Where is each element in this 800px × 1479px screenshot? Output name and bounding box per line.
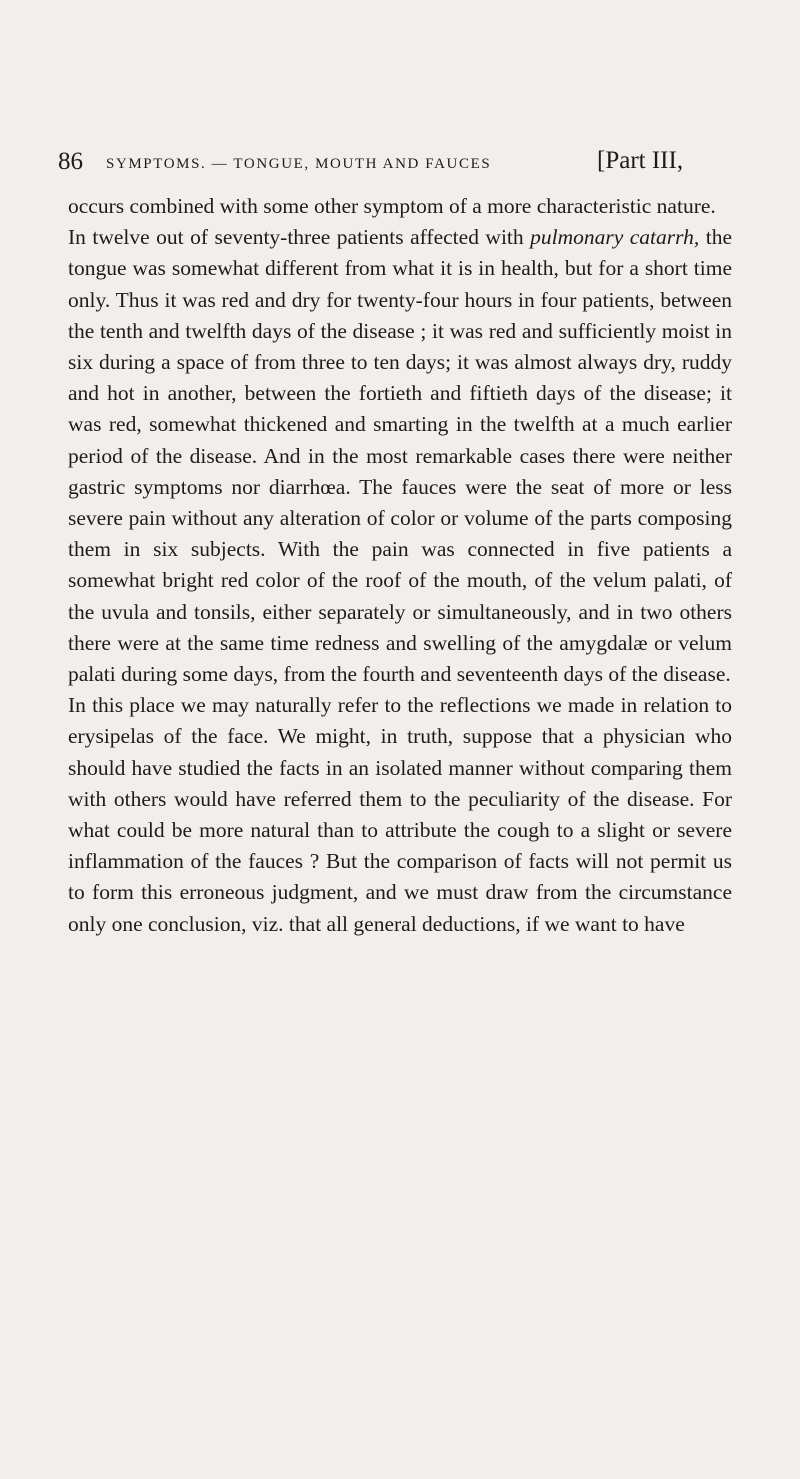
paragraph-text-rest: the tongue was somewhat different from what it is in health, but for a short time only. Thus it was red and dry for twenty-four hours in four patients, between the tenth and twelfth days of the disease ; it was red and sufficiently moist in six during a space of from three to ten days; it was almost always dry, ruddy and hot in another, between the fortieth and fiftieth days of the disease; it was red, somewhat thickened and smarting in the twelfth at a much earlier period of the disease. And in the most remarkable cases there were neither gastric symptoms nor diarrhœa. The fauces were the seat of more or less severe pain without any alteration of color or volume of the parts composing them in six subjects. With the pain was connected in five patients a somewhat bright red color of the roof of the mouth, of the velum palati, of the uvula and tonsils, either separately or simultaneously, and in two others there were at the same time redness and swelling of the amygdalæ or velum palati during some days, from the fourth and seventeenth days of the disease. (68, 225, 732, 687)
paragraph-text-start: In twelve out of seventy-three patients affected with (68, 225, 531, 250)
page-number: 86 (58, 148, 83, 175)
italic-term: pulmonary catarrh, (530, 225, 700, 250)
paragraph-continuation: occurs combined with some other symptom of a more characteristic nature. (68, 194, 716, 218)
body-text (68, 191, 732, 940)
paragraph-reflections: In this place we may naturally refer to the reflections we made in relation to erysipelas of the face. We might, in truth, suppose that a physician who should have studied the facts in an isolated manner without comparing them with others would have referred them to the peculiarity of the disease. For what could be more natural than to attribute the cough to a slight or severe inflammation of the fauces ? But the comparison of facts will not permit us to form this erroneous judgment, and we must draw from the circumstance only one conclusion, viz. that all general deductions, if we want to have (68, 693, 732, 936)
running-title: SYMPTOMS. — TONGUE, MOUTH AND FAUCES (106, 156, 492, 172)
page-header (58, 146, 738, 186)
paragraph-pulmonary-catarrh (68, 222, 732, 690)
part-label: [Part III, (597, 147, 684, 174)
